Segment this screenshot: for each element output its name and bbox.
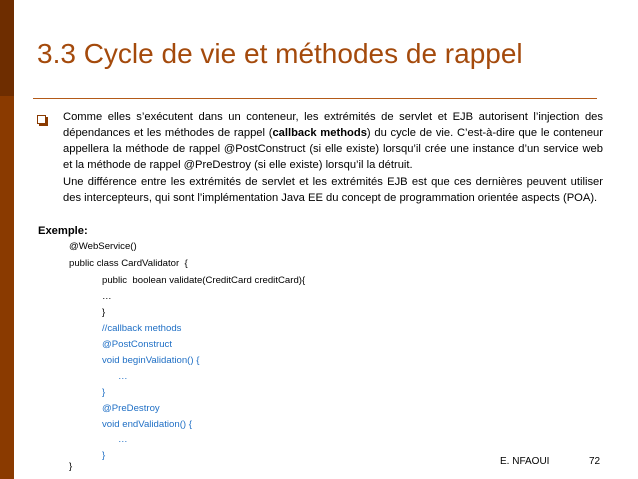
slide-title: 3.3 Cycle de vie et méthodes de rappel (37, 38, 523, 69)
left-accent-bar-top (0, 0, 14, 96)
code-line-15: } (69, 461, 73, 472)
footer-author: E. NFAOUI (500, 456, 550, 467)
code-line-3: public boolean validate(CreditCard creditCard){ (102, 275, 306, 286)
code-line-12: void endValidation() { (102, 419, 192, 430)
example-label: Exemple: (38, 225, 88, 237)
code-line-11: @PreDestroy (102, 403, 160, 414)
paragraph-1 (63, 109, 603, 173)
code-line-7: @PostConstruct (102, 339, 172, 350)
square-bullet-icon (37, 115, 46, 124)
code-line-10: } (102, 387, 106, 398)
code-line-13: … (118, 434, 128, 445)
paragraph-2: Une différence entre les extrémités de servlet et les extrémités EJB est que ces dernières peuvent utiliser des intercepteurs, qui sont l’implémentation Java EE du concept de programmation orientée aspects (POA). (63, 176, 603, 204)
code-line-9: … (118, 371, 128, 382)
title-divider (33, 98, 597, 99)
code-line-6: //callback methods (102, 323, 182, 334)
code-line-8: void beginValidation() { (102, 355, 200, 366)
code-line-14: } (102, 450, 106, 461)
code-line-5: } (102, 307, 106, 318)
paragraph-1-start: Comme elles s’exécutent dans un conteneur, les extrémités de servlet et EJB autorisent l’injection des dépendances et les méthodes de rappel ( (63, 111, 603, 139)
page-number: 72 (589, 456, 601, 467)
code-line-4: … (102, 291, 112, 302)
code-line-1: @WebService() (69, 241, 137, 252)
paragraph-1-end: ) du cycle de vie. C’est-à-dire que le conteneur appellera la méthode de rappel @PostConstruct (si elle existe) lorsqu’il crée une instance d’un service web et la méthode de rappel @PreDestroy (si elle existe) lorsqu’il la détruit. (63, 127, 603, 171)
code-line-2: public class CardValidator { (69, 258, 188, 269)
callback-methods-term: callback methods (272, 127, 367, 139)
